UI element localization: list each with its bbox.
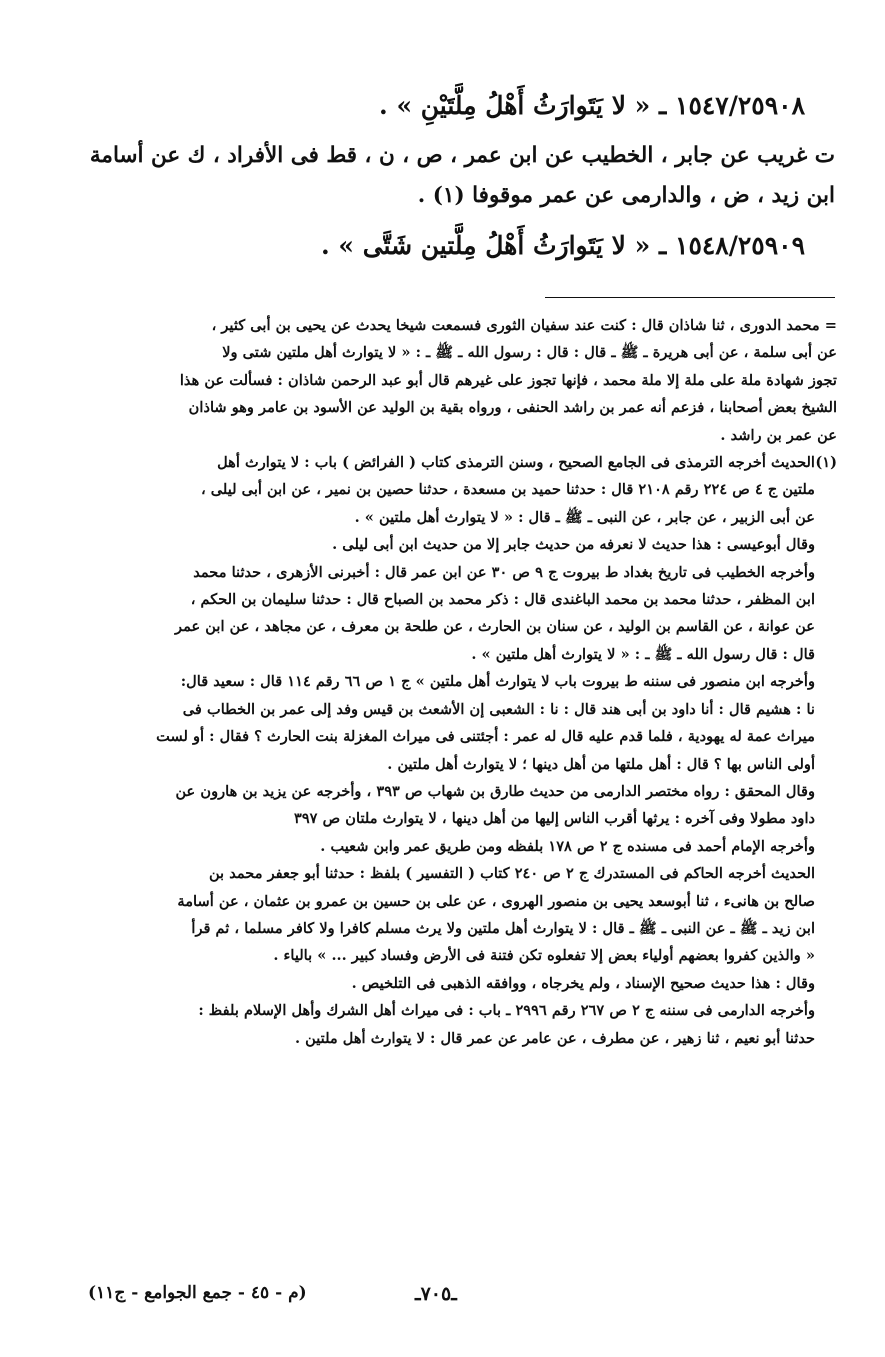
footnote-line: عن أبى الزبير ، عن جابر ، عن النبى ـ ﷺ ـ قال : « لا يتوارث أهل ملتين » . [354,508,815,526]
footnote-line: نا : هشيم قال : أنا داود بن أبى هند قال : نا : الشعبى إن الأشعث بن قيس وفد إلى عمر بن الخطاب فى [182,700,815,718]
footnote-line: صالح بن هانىء ، ثنا أبوسعد يحيى بن منصور الهروى ، عن على بن حسين بن عمرو بن عثمان ، عن أسامة [177,892,815,910]
source-line: ابن زيد ، ض ، والدارمى عن عمر موقوفا (١) . [417,183,835,208]
footnote-line: وأخرجه الإمام أحمد فى مسنده ج ٢ ص ١٧٨ بلفظه ومن طريق عمر وابن شعيب . [320,837,815,855]
footnote-line: قال : قال رسول الله ـ ﷺ ـ : « لا يتوارث أهل ملتين » . [471,645,815,663]
footnote-line: الحديث أخرجه الحاكم فى المستدرك ج ٢ ص ٢٤٠ كتاب ( التفسير ) بلفظ : حدثنا أبو جعفر محمد بن [208,865,815,883]
footnote-text: الحديث أخرجه الترمذى فى الجامع الصحيح ، وسنن الترمذى كتاب ( الفرائض ) باب : لا يتوارث أهل [217,454,815,472]
footnote-line: « والذين كفروا بعضهم أولياء بعض إلا تفعلوه تكن فتنة فى الأرض وفساد كبير ... » بالياء . [273,947,815,965]
note-continuation-line: = محمد الدورى ، ثنا شاذان قال : كنت عند سفيان الثورى فسمعت شيخا يحدث عن يحيى بن أبى كثير ، [211,317,837,334]
footnote-line: ابن المظفر ، حدثنا محمد بن محمد الباغندى قال : ذكر محمد بن الصباح قال : حدثنا سليمان بن الحكم ، [190,591,815,609]
footnote-marker: (١) [815,454,837,472]
page-footer [0,1283,885,1313]
main-text [45,82,835,270]
note-continuation-line: تجوز شهادة ملة على ملة إلا ملة محمد ، فإنها تجوز على غيرهم قال أبو عبد الرحمن شاذان : فسألت عن هذا [179,371,837,389]
footnote-line: ملتين ج ٤ ص ٢٢٤ رقم ٢١٠٨ قال : حدثنا حميد بن مسعدة ، حدثنا حصين بن نمير ، عن ابن أبى ليلى ، [200,481,815,499]
page-number: ـ٧٠٥ـ [415,1283,457,1305]
hadith-heading-25908: ١٥٤٧/٢٥٩٠٨ ـ « لا يَتَوارَثُ أَهْلُ مِلَّتَيْنِ » . [379,91,805,120]
source-line: ت غريب عن جابر ، الخطيب عن ابن عمر ، ص ، ن ، قط فى الأفراد ، ك عن أسامة [89,143,835,168]
footnote-line: عن عوانة ، عن القاسم بن الوليد ، عن سنان بن الحارث ، عن طلحة بن معرف ، عن مجاهد ، عن ابن عمر [175,618,815,636]
footnote-line: داود مطولا وفى آخره : يرثها أقرب الناس إليها من أهل دينها ، لا يتوارث ملتان ص ٣٩٧ [293,810,815,828]
footnote-line: وأخرجه الدارمى فى سننه ج ٢ ص ٢٦٧ رقم ٢٩٩٦ ـ باب : فى ميراث أهل الشرك وأهل الإسلام بلفظ : [198,1002,815,1020]
footnote-line: وقال المحقق : رواه مختصر الدارمى من حديث طارق بن شهاب ص ٣٩٣ ، وأخرجه عن يزيد بن هارون عن [175,782,815,800]
footnote-line [47,449,837,476]
footnote-line: وقال أبوعيسى : هذا حديث لا نعرفه من حديث جابر إلا من حديث ابن أبى ليلى . [332,536,815,554]
footnotes [47,312,837,1052]
hadith-heading-25909: ١٥٤٨/٢٥٩٠٩ ـ « لا يَتَوارَثُ أَهْلُ مِلَّتين شَتَّى » . [320,231,805,260]
footnote-line: ميراث عمة له يهودية ، فلما قدم عليه قال له عمر : أجئتنى فى ميراث المغزلة بنت الحارث ؟ فقال : أو لست [156,728,815,746]
note-continuation-line: عن عمر بن راشد . [720,426,837,444]
footnote-line: حدثنا أبو نعيم ، ثنا زهير ، عن مطرف ، عن عامر عن عمر قال : لا يتوارث أهل ملتين . [295,1029,815,1047]
note-continuation-line: عن أبى سلمة ، عن أبى هريرة ـ ﷺ ـ قال : قال : رسول الله ـ ﷺ ـ : « لا يتوارث أهل ملتين شتى ولا [222,344,837,362]
footnote-line: أولى الناس بها ؟ قال : أهل ملتها من أهل دينها ؛ لا يتوارث أهل ملتين . [387,755,815,773]
footnote-line: وأخرجه ابن منصور فى سننه ط بيروت باب لا يتوارث أهل ملتين » ج ١ ص ٦٦ رقم ١١٤ قال : سعيد قال: [180,673,815,691]
footnote-line: وقال : هذا حديث صحيح الإسناد ، ولم يخرجاه ، ووافقه الذهبى فى التلخيص . [351,974,815,992]
footnote-line: وأخرجه الخطيب فى تاريخ بغداد ط بيروت ج ٩ ص ٣٠ عن ابن عمر قال : أخبرنى الأزهرى ، حدثنا محمد [193,563,815,581]
signature-mark: (م - ٤٥ - جمع الجوامع - ج١١) [88,1283,307,1303]
footnote-divider [545,297,835,298]
source-attribution [45,136,835,216]
note-continuation-line: الشيخ بعض أصحابنا ، فزعم أنه عمر بن راشد الحنفى ، ورواه بقية بن الوليد عن الأسود بن عامر وهو شاذان [188,399,837,417]
footnote-line: ابن زيد ـ ﷺ ـ عن النبى ـ ﷺ ـ قال : لا يتوارث أهل ملتين ولا يرث مسلم كافرا ولا كافر مسلما ، ثم قرأ [191,919,815,937]
